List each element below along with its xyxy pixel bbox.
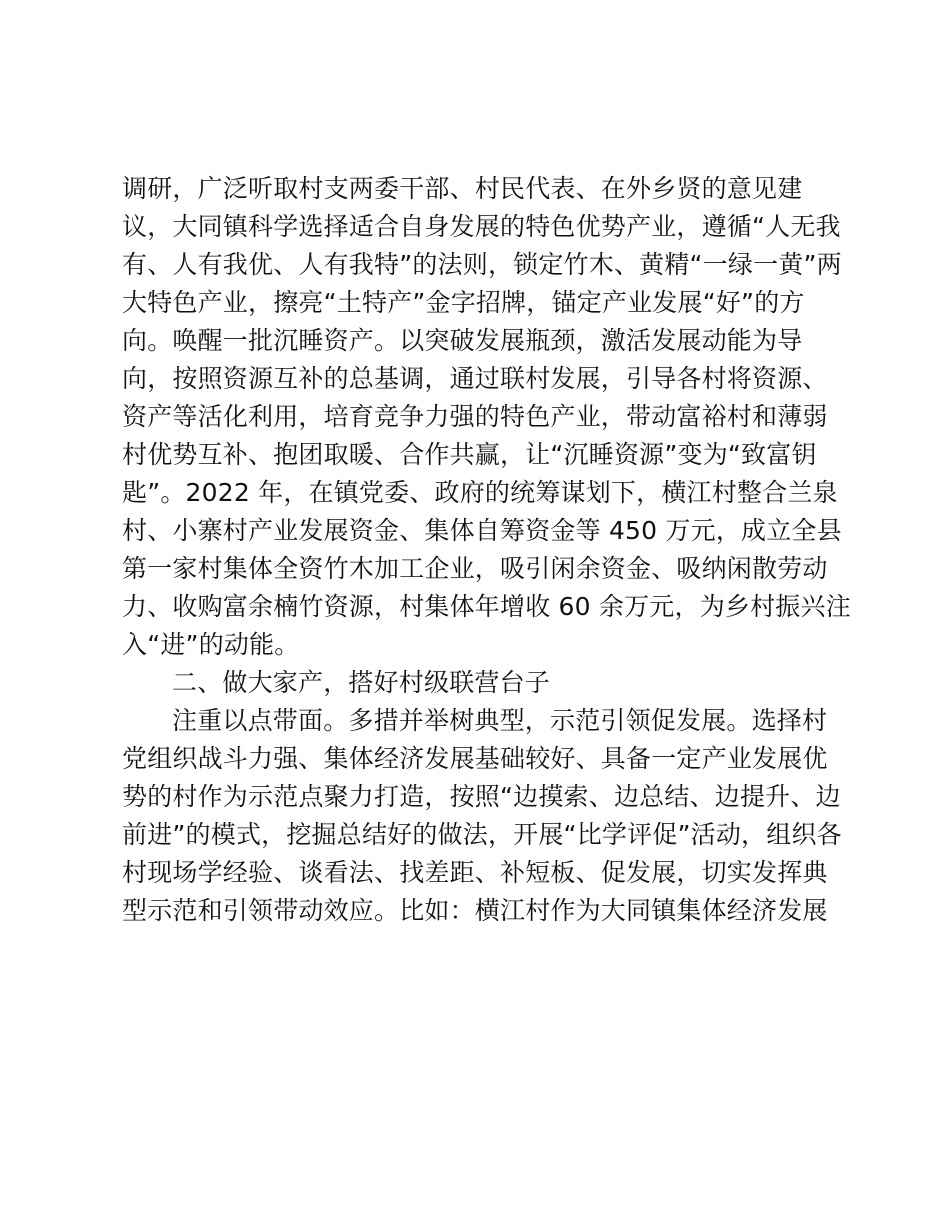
text-line: 党组织战斗力强、集体经济发展基础较好、具备一定产业发展优 xyxy=(122,744,828,773)
text-line: 向，按照资源互补的总基调，通过联村发展，引导各村将资源、 xyxy=(122,364,828,393)
text-line: 匙”。2022 年，在镇党委、政府的统筹谋划下，横江村整合兰泉 xyxy=(122,478,838,507)
body-text xyxy=(122,170,862,930)
text-line: 大特色产业，擦亮“土特产”金字招牌，锚定产业发展“好”的方 xyxy=(122,288,805,317)
text-line: 第一家村集体全资竹木加工企业，吸引闲余资金、吸纳闲散劳动 xyxy=(122,554,828,583)
text-line: 调研，广泛听取村支两委干部、村民代表、在外乡贤的意见建 xyxy=(122,174,803,203)
text-line: 前进”的模式，挖掘总结好的做法，开展“比学评促”活动，组织各 xyxy=(122,820,842,849)
text-line: 向。唤醒一批沉睡资产。以突破发展瓶颈，激活发展动能为导 xyxy=(122,326,803,355)
text-line: 村现场学经验、谈看法、找差距、补短板、促发展，切实发挥典 xyxy=(122,858,828,887)
text-line: 势的村作为示范点聚力打造，按照“边摸索、边总结、边提升、边 xyxy=(122,782,841,811)
text-line: 入“进”的动能。 xyxy=(122,630,300,659)
text-line: 有、人有我优、人有我特”的法则，锁定竹木、黄精“一绿一黄”两 xyxy=(122,250,842,279)
text-line: 注重以点带面。多措并举树典型，示范引领促发展。选择村 xyxy=(172,706,828,735)
text-line: 议，大同镇科学选择适合自身发展的特色优势产业，遵循“人无我 xyxy=(122,212,841,241)
text-line: 村、小寨村产业发展资金、集体自筹资金等 450 万元，成立全县 xyxy=(122,516,842,545)
text-line: 力、收购富余楠竹资源，村集体年增收 60 余万元，为乡村振兴注 xyxy=(122,592,851,621)
text-line: 村优势互补、抱团取暖、合作共赢，让“沉睡资源”变为“致富钥 xyxy=(122,440,817,469)
text-line: 型示范和引领带动效应。比如：横江村作为大同镇集体经济发展 xyxy=(122,896,828,925)
section-heading: 二、做大家产，搭好村级联营台子 xyxy=(172,668,551,697)
text-line: 资产等活化利用，培育竞争力强的特色产业，带动富裕村和薄弱 xyxy=(122,402,828,431)
